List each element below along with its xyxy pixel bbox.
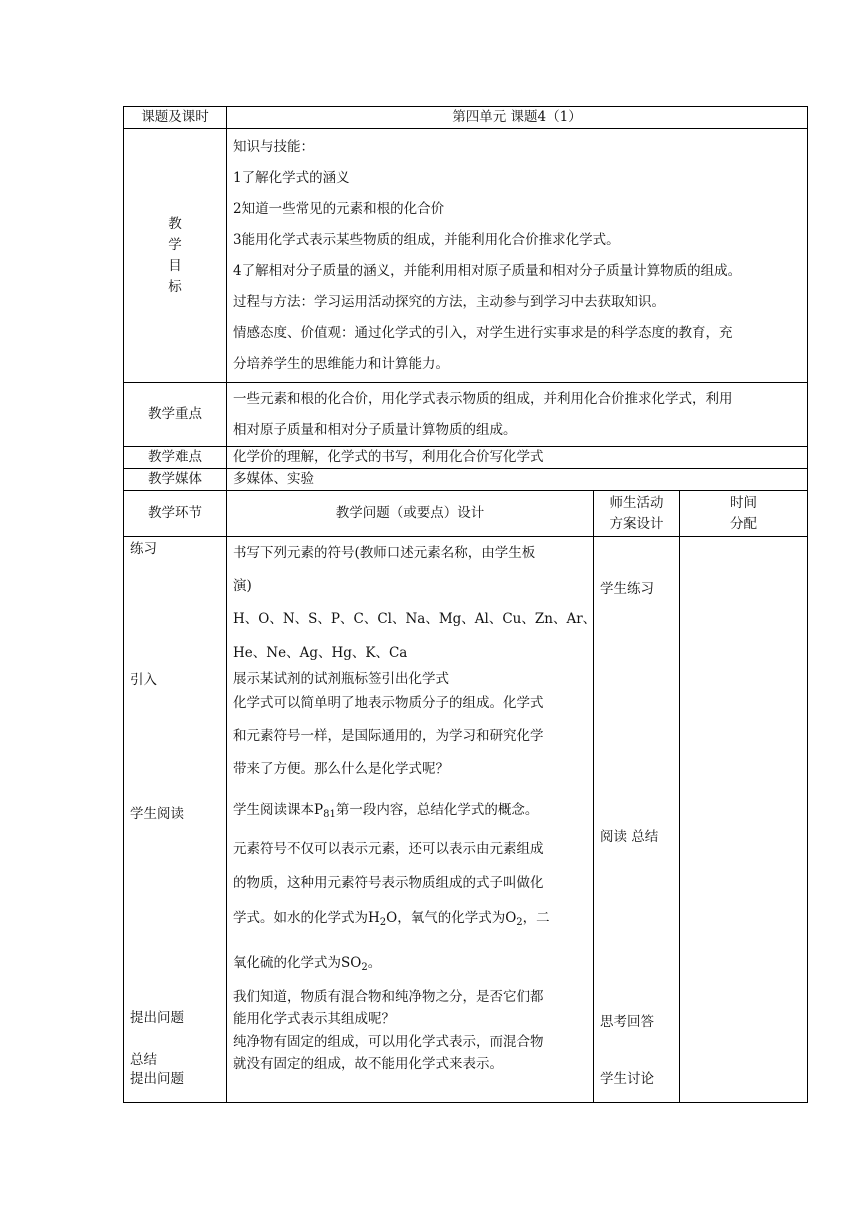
header-label: 课题及课时 (124, 107, 227, 129)
design-text: 和元素符号一样，是国际通用的，为学习和研究化学 (233, 728, 544, 744)
design-text: 学式。如水的化学式为$H_2O$，氧气的化学式为$O_2$，二 (233, 910, 550, 928)
design-text: 能用化学式表示其组成呢？ (233, 1011, 395, 1027)
objective-line: 2知道一些常见的元素和根的化合价 (233, 200, 445, 217)
objectives-content (227, 129, 808, 383)
stage-reading: 学生阅读 (130, 806, 184, 822)
stage-column (124, 537, 227, 1103)
key-points-row (124, 383, 808, 447)
design-text: 的物质，这种用元素符号表示物质组成的式子叫做化 (233, 875, 544, 891)
column-header-design: 教学问题（或要点）设计 (227, 491, 594, 537)
activity-text: 思考回答 (600, 1014, 654, 1030)
design-text: 就没有固定的组成，故不能用化学式来表示。 (233, 1056, 503, 1072)
column-header-time: 时间 分配 (680, 491, 808, 537)
key-points-label: 教学重点 (124, 383, 227, 447)
column-header-row (124, 491, 808, 537)
objective-line: 过程与方法：学习运用活动探究的方法，主动参与到学习中去获取知识。 (233, 293, 665, 310)
objective-line: 情感态度、价值观：通过化学式的引入，对学生进行实事求是的科学态度的教育，充 (233, 324, 733, 341)
design-text: 展示某试剂的试剂瓶标签引出化学式 (233, 671, 449, 687)
design-text: 我们知道，物质有混合物和纯净物之分，是否它们都 (233, 989, 544, 1005)
lesson-title: 第四单元 课题4（1） (227, 107, 808, 129)
design-text: 化学式可以简单明了地表示物质分子的组成。化学式 (233, 695, 544, 711)
content-row (124, 537, 808, 1103)
design-text: 元素符号不仅可以表示元素，还可以表示由元素组成 (233, 841, 544, 857)
activity-text: 阅读 总结 (600, 829, 659, 845)
objectives-label-char: 学 (168, 236, 182, 253)
stage-practice: 练习 (130, 541, 157, 557)
stage-intro: 引入 (130, 672, 157, 688)
design-text: 纯净物有固定的组成，可以用化学式表示，而混合物 (233, 1034, 544, 1050)
design-text: 学生阅读课本$P_{81}$第一段内容，总结化学式的概念。 (233, 802, 539, 820)
design-text: 氧化硫的化学式为$SO_2$。 (233, 955, 382, 973)
objectives-label-char: 教 (168, 215, 182, 232)
design-text: H、O、N、S、P、C、Cl、Na、Mg、Al、Cu、Zn、Ar、 (233, 611, 597, 627)
column-header-stage: 教学环节 (124, 491, 227, 537)
activity-text: 学生讨论 (600, 1071, 654, 1087)
time-column (680, 537, 808, 1103)
objectives-label-char: 标 (168, 278, 182, 295)
activity-text: 学生练习 (600, 581, 654, 597)
activity-column (594, 537, 680, 1103)
key-point-line: 一些元素和根的化合价，用化学式表示物质的组成，并利用化合价推求化学式，利用 (233, 390, 733, 407)
stage-question: 提出问题 (130, 1010, 184, 1026)
media-row (124, 469, 808, 491)
objective-line: 分培养学生的思维能力和计算能力。 (233, 355, 449, 372)
design-text: He、Ne、Ag、Hg、K、Ca (233, 645, 408, 661)
objectives-label (124, 129, 227, 383)
objective-line: 知识与技能： (233, 138, 314, 155)
stage-summary: 总结 (130, 1052, 157, 1068)
lesson-plan-table (123, 106, 808, 1103)
key-points-content (227, 383, 808, 447)
difficulties-label: 教学难点 (124, 447, 227, 469)
media-label: 教学媒体 (124, 469, 227, 491)
design-text: 书写下列元素的符号(教师口述元素名称，由学生板 (233, 545, 536, 561)
column-header-activity: 师生活动 方案设计 (594, 491, 680, 537)
objectives-row (124, 129, 808, 383)
design-text: 演) (233, 578, 252, 594)
difficulties-row (124, 447, 808, 469)
design-text: 带来了方便。那么什么是化学式呢？ (233, 761, 449, 777)
objectives-label-char: 目 (168, 257, 182, 274)
objective-line: 4了解相对分子质量的涵义，并能利用相对原子质量和相对分子质量计算物质的组成。 (233, 262, 742, 279)
objective-line: 3能用化学式表示某些物质的组成，并能利用化合价推求化学式。 (233, 231, 620, 248)
objective-line: 1了解化学式的涵义 (233, 169, 350, 186)
key-point-line: 相对原子质量和相对分子质量计算物质的组成。 (233, 421, 517, 438)
stage-question: 提出问题 (130, 1071, 184, 1087)
media-content: 多媒体、实验 (227, 469, 808, 491)
header-row (124, 107, 808, 129)
difficulties-content: 化学价的理解，化学式的书写，利用化合价写化学式 (227, 447, 808, 469)
design-column (227, 537, 597, 1103)
